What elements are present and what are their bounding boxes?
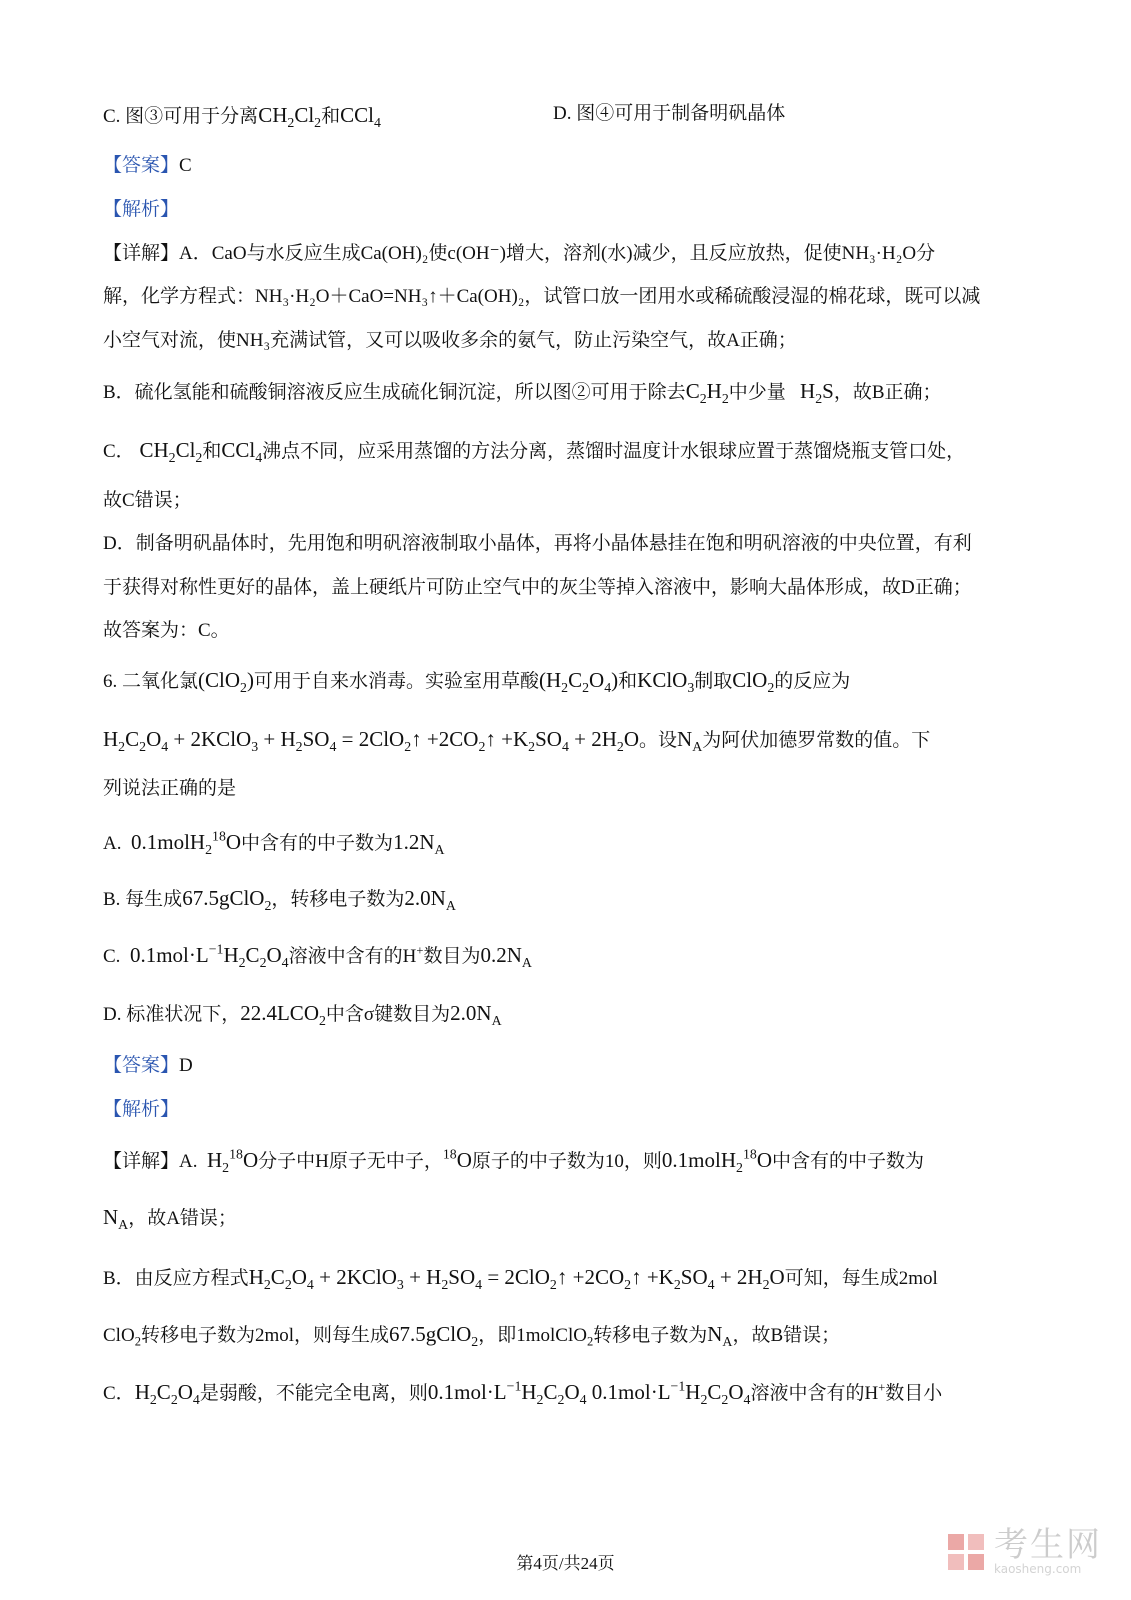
formula-ccl4: CCl$_4$ (340, 103, 381, 130)
q6-detail-b2: ClO$_2$转移电子数为2mol，则每生成67.5gClO$_2$，即1molClO$_2$转移电子数为$N_A$，故B错误； (103, 1322, 841, 1349)
q5-answer: 【答案】C (103, 155, 192, 176)
q6-option-a: A. 0.1molH$_2^{18}$O中含有的中子数为$1.2N_A$ (103, 828, 445, 857)
q6-stem-1: 6. 二氧化氯(ClO$_2$)可用于自来水消毒。实验室用草酸$(H_2C_2O_4)$和KClO$_3$制取ClO$_2$的反应为 (103, 668, 851, 695)
watermark-cn: 考生网 (994, 1525, 1102, 1565)
q5-detail-a1: 【详解】A．CaO与水反应生成Ca(OH)₂使c(OH⁻)增大，溶剂(水)减少，且反应放热，促使NH₃·H₂O分 (103, 243, 936, 264)
value-0.2na: $0.2N_A$ (480, 943, 532, 970)
q6-answer: 【答案】D (103, 1055, 193, 1076)
watermark (946, 1525, 1102, 1576)
q6-option-c: C. $0.1mol\cdot L^{-1}H_2C_2O_4$溶液中含有的H+数目为$0.2N_A$ (103, 941, 532, 970)
q5-detail-d2: 于获得对称性更好的晶体，盖上硬纸片可防止空气中的灰尘等掉入溶液中，影响大晶体形成，故D正确； (103, 577, 972, 598)
formula-clo2: (ClO$_2$) (198, 668, 254, 695)
value-1.2na: $1.2N_A$ (393, 830, 445, 857)
q5-detail-b: B．硫化氢能和硫酸铜溶液反应生成硫化铜沉淀，所以图②可用于除去$C_2H_2$中少量 $H_2S$，故B正确； (103, 379, 942, 406)
symbol-na: $N_A$ (707, 1322, 733, 1349)
value-2.0na: $2.0N_A$ (404, 886, 456, 913)
symbol-na: $N_A$ (103, 1205, 129, 1232)
reaction-equation: $H_2C_2O_4$ + 2KClO$_3$ + $H_2SO_4$ = 2ClO$_2$↑ $+2CO_2↑ +K_2SO_4 + 2H_2O$ (103, 727, 639, 754)
symbol-h-plus: H+ (864, 1380, 886, 1404)
option-d-prev: D. 图④可用于制备明矾晶体 (553, 103, 786, 124)
q5-detail-c2: 故C错误； (103, 490, 192, 511)
formula-67.5gclo2: 67.5gClO$_2$ (182, 886, 272, 913)
formula-c2h2: $C_2H_2$ (685, 379, 729, 406)
formula-clo2: ClO$_2$ (103, 1325, 141, 1349)
q6-detail-a1: 【详解】A. $H_2^{18}O$分子中H原子无中子，$^{18}$O原子的中子数为10，则0.1molH$_2^{18}$O中含有的中子数为 (103, 1146, 924, 1175)
formula-h2c2o4: $H_2C_2O_4$ (134, 1380, 200, 1407)
q6-detail-b1: B．由反应方程式$H_2C_2O_4$ + 2KClO$_3$ + $H_2SO_4$ = 2ClO$_2$↑ $+2CO_2↑ +K_2SO_4 + 2H_2O$可知，每生成2mol (103, 1265, 938, 1292)
reaction-equation: $H_2C_2O_4$ + 2KClO$_3$ + $H_2SO_4$ = 2ClO$_2$↑ $+2CO_2↑ +K_2SO_4 + 2H_2O$ (248, 1265, 785, 1292)
q5-detail-a3: 小空气对流，使NH₃充满试管，又可以吸收多余的氨气，防止污染空气，故A正确； (103, 330, 797, 351)
symbol-h-plus: H+ (402, 943, 424, 967)
q6-detail-c1: C．$H_2C_2O_4$是弱酸，不能完全电离，则$0.1mol\cdot L^{-1}H_2C_2O_4$ $0.1mol\cdot L^{-1}H_2C_2O_4$溶液中含有的H+数目小 (103, 1378, 943, 1407)
formula-h2c2o4-solution: $0.1mol\cdot L^{-1}H_2C_2O_4$ $0.1mol\cdot L^{-1}H_2C_2O_4$ (427, 1378, 751, 1407)
q5-detail-c: C． $CH_2Cl_2$和CCl$_4$沸点不同，应采用蒸馏的方法分离，蒸馏时温度计水银球应置于蒸馏烧瓶支管口处， (103, 438, 966, 465)
formula-22.4lco2: $22.4LCO_2$ (240, 1001, 326, 1028)
formula-ch2cl2: $CH_2Cl_2$ (139, 438, 203, 465)
formula-h2s: $H_2S$ (800, 379, 834, 406)
formula-0.1mol-h2-18o: 0.1molH$_2^{18}$O (130, 828, 242, 857)
page-number: 第4页/共24页 (516, 1554, 615, 1573)
watermark-en: kaosheng.com (994, 1562, 1082, 1576)
formula-h2-18o: $H_2^{18}O$ (207, 1146, 259, 1175)
q6-analysis-heading: 【解析】 (103, 1099, 180, 1120)
formula-18o: $^{18}$O (442, 1146, 472, 1172)
formula-ch2cl2: $CH_2Cl_2$ (258, 103, 322, 130)
formula-0.1mol-h2-18o: 0.1molH$_2^{18}$O (661, 1146, 772, 1175)
formula-clo2: ClO$_2$ (732, 668, 775, 695)
value-2.0na: $2.0N_A$ (450, 1001, 502, 1028)
q6-stem-2: $H_2C_2O_4$ + 2KClO$_3$ + $H_2SO_4$ = 2ClO$_2$↑ $+2CO_2↑ +K_2SO_4 + 2H_2O$。设$N_A$为阿伏加德罗常数的值。下 (103, 727, 931, 754)
kaosheng-logo-icon (946, 1532, 986, 1572)
q6-detail-a2: $N_A$，故A错误； (103, 1205, 237, 1232)
q5-conclusion: 故答案为：C。 (103, 620, 230, 641)
q5-detail-a2: 解，化学方程式：NH₃·H₂O＋CaO=NH₃↑＋Ca(OH)₂，试管口放一团用水或稀硫酸浸湿的棉花球，既可以减 (103, 286, 981, 307)
q6-option-d: D. 标准状况下，$22.4LCO_2$中含σ键数目为$2.0N_A$ (103, 1001, 502, 1028)
formula-clo2: ClO$_2$ (555, 1325, 594, 1349)
formula-ccl4: CCl$_4$ (221, 438, 263, 465)
option-c-prev: C. 图③可用于分离$CH_2Cl_2$和CCl$_4$ (103, 103, 381, 130)
formula-67.5gclo2: 67.5gClO$_2$ (389, 1322, 479, 1349)
q6-stem-3: 列说法正确的是 (103, 778, 237, 799)
formula-h2c2o4: $(H_2C_2O_4)$ (538, 668, 619, 695)
symbol-na: $N_A$ (677, 727, 703, 754)
q6-option-b: B. 每生成67.5gClO$_2$，转移电子数为$2.0N_A$ (103, 886, 456, 913)
q5-analysis-heading: 【解析】 (103, 199, 180, 220)
formula-h2c2o4-solution: $0.1mol\cdot L^{-1}H_2C_2O_4$ (129, 941, 289, 970)
formula-kclo3: KClO$_3$ (637, 668, 695, 695)
q5-detail-d1: D．制备明矾晶体时，先用饱和明矾溶液制取小晶体，再将小晶体悬挂在饱和明矾溶液的中央位置，有利 (103, 533, 972, 554)
